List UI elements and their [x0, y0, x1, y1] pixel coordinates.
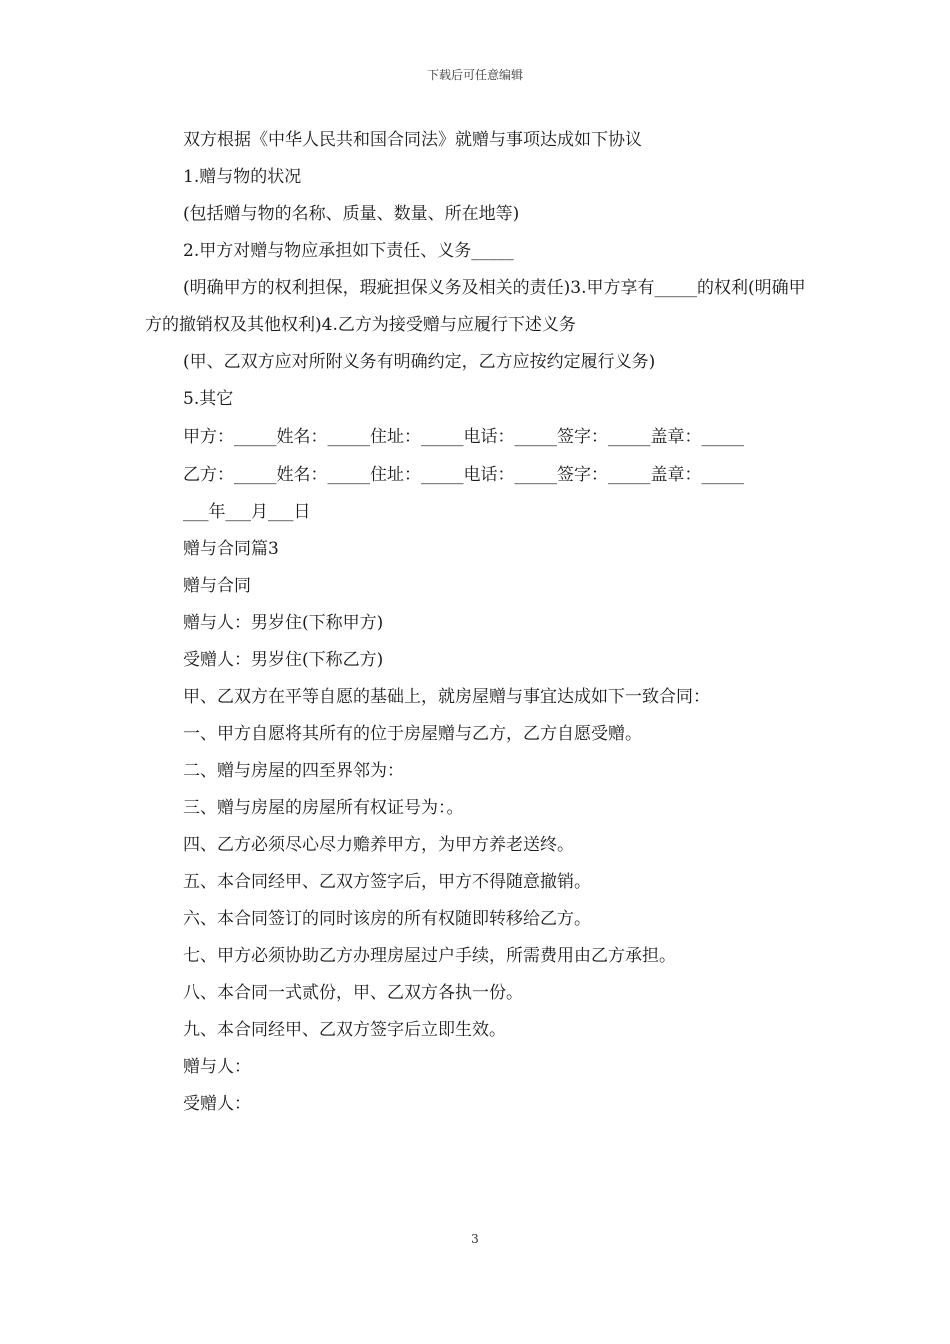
- paragraph: 赠与人：男岁住(下称甲方): [183, 613, 384, 633]
- section-title: 赠与合同篇3: [183, 539, 279, 559]
- paragraph: 甲、乙双方在平等自愿的基础上，就房屋赠与事宜达成如下一致合同：: [183, 687, 710, 707]
- contract-title: 赠与合同: [183, 576, 251, 596]
- clause: 九、本合同经甲、乙双方签字后立即生效。: [183, 1020, 506, 1040]
- paragraph: 5.其它: [183, 389, 234, 409]
- clause: 三、赠与房屋的房屋所有权证号为：。: [183, 798, 464, 818]
- clause: 二、赠与房屋的四至界邻为：: [183, 761, 404, 781]
- page-number: 3: [471, 1232, 479, 1246]
- clause: 四、乙方必须尽心尽力赡养甲方，为甲方养老送终。: [183, 835, 574, 855]
- party-a-signature-line: 甲方：_____姓名：_____住址：_____电话：_____签字：_____盖章：_____: [183, 427, 744, 447]
- paragraph: 受赠人：男岁住(下称乙方): [183, 650, 384, 670]
- donor-signature: 赠与人：: [183, 1057, 251, 1077]
- clause: 七、甲方必须协助乙方办理房屋过户手续，所需费用由乙方承担。: [183, 946, 676, 966]
- clause: 五、本合同经甲、乙双方签字后，甲方不得随意撤销。: [183, 872, 591, 892]
- paragraph: 1.赠与物的状况: [183, 167, 302, 187]
- clause: 八、本合同一式贰份，甲、乙双方各执一份。: [183, 983, 523, 1003]
- paragraph: 双方根据《中华人民共和国合同法》就赠与事项达成如下协议: [183, 130, 642, 150]
- paragraph: (甲、乙双方应对所附义务有明确约定，乙方应按约定履行义务): [183, 352, 656, 372]
- page-header: 下载后可任意编辑: [426, 68, 523, 82]
- clause: 六、本合同签订的同时该房的所有权随即转移给乙方。: [183, 909, 591, 929]
- date-line: ___年___月___日: [183, 502, 311, 522]
- paragraph: (包括赠与物的名称、质量、数量、所在地等): [183, 204, 520, 224]
- paragraph: 2.甲方对赠与物应承担如下责任、义务_____: [183, 241, 514, 261]
- donee-signature: 受赠人：: [183, 1094, 251, 1114]
- clause: 一、甲方自愿将其所有的位于房屋赠与乙方，乙方自愿受赠。: [183, 724, 642, 744]
- party-b-signature-line: 乙方：_____姓名：_____住址：_____电话：_____签字：_____盖章：_____: [183, 465, 744, 485]
- document-body: [145, 122, 810, 1123]
- paragraph: (明确甲方的权利担保，瑕疵担保义务及相关的责任)3.甲方享有_____的权利(明确甲方的撤销权及其他权利)4.乙方为接受赠与应履行下述义务: [145, 278, 806, 335]
